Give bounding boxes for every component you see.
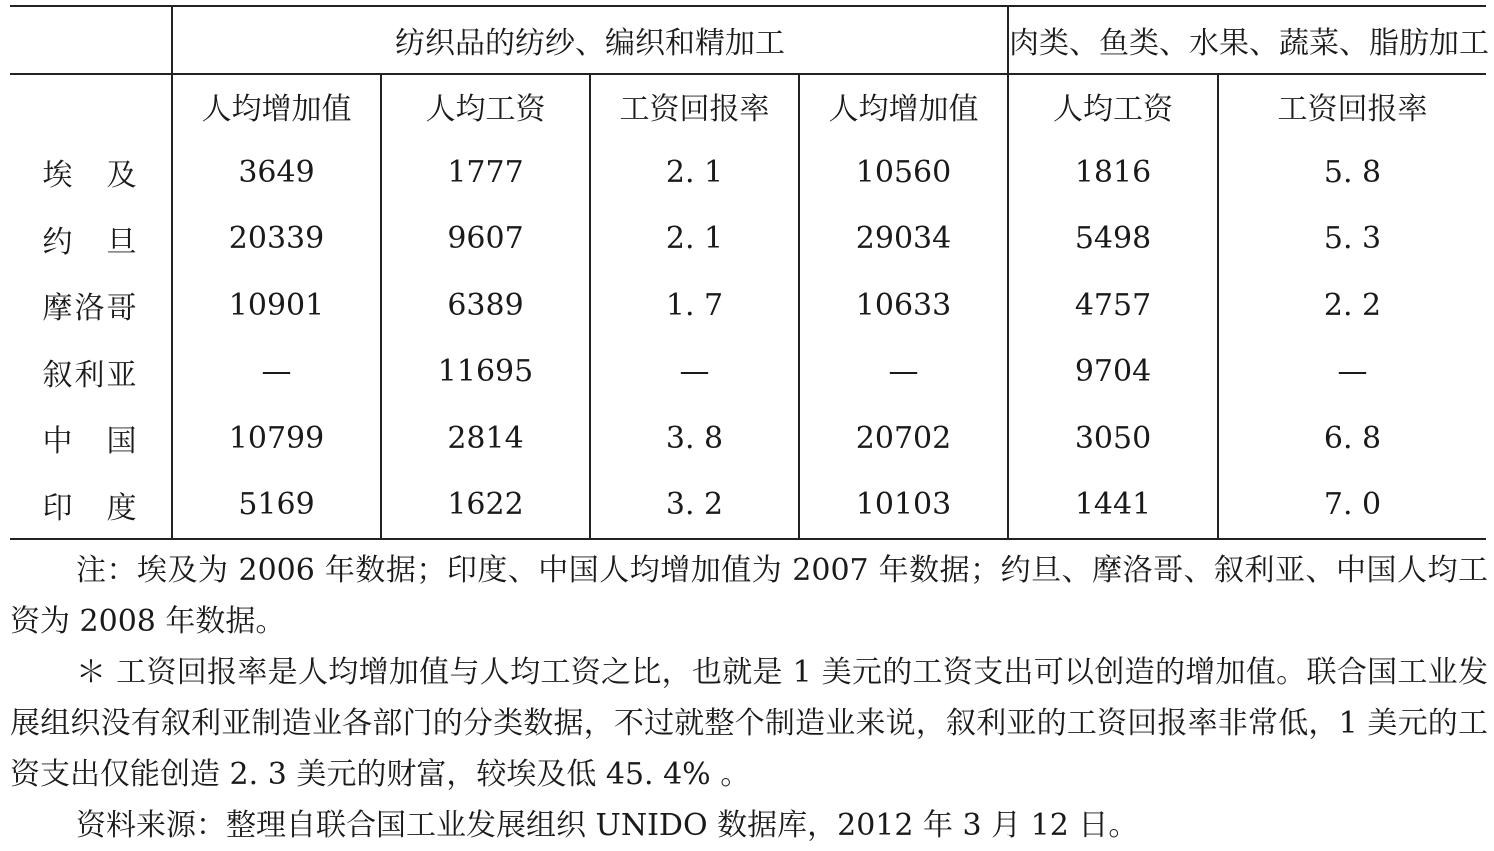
table-cell: 7. 0 [1218,472,1486,540]
table-cell: 5. 3 [1218,206,1486,273]
table-row [10,339,1486,406]
table-cell: 10901 [172,272,381,339]
table-cell: — [1218,339,1486,406]
table-cell: 6389 [381,272,590,339]
table-row [10,206,1486,273]
table-cell: 10560 [799,139,1008,206]
row-country: 中 国 [42,424,139,460]
table-cell: 11695 [381,339,590,406]
table-cell: 1. 7 [590,272,799,339]
source-note: 资料来源：整理自联合国工业发展组织 UNIDO 数据库，2012 年 3 月 12 日。 [76,808,1139,843]
table-row [10,405,1486,472]
column-header: 人均增加值 [799,73,1008,139]
table-row [10,139,1486,206]
table-cell: 3. 2 [590,472,799,540]
table-cell: 20702 [799,405,1008,472]
table-cell: 3649 [172,139,381,206]
group-header-row [10,6,1486,74]
column-header: 人均增加值 [172,73,381,139]
column-header: 人均工资 [1008,73,1218,139]
group-header-textile: 纺织品的纺纱、编织和精加工 [172,6,1008,74]
table-cell: 20339 [172,206,381,273]
row-country: 叙利亚 [42,357,139,393]
notes-section [10,545,1488,851]
table-cell: 4757 [1008,272,1218,339]
note-paragraph: ＊ 工资回报率是人均增加值与人均工资之比，也就是 1 美元的工资支出可以创造的增加值。联合国工业发展组织没有叙利亚制造业各部门的分类数据，不过就整个制造业来说，叙利亚的工资回报率非常低，1 美元的工资支出仅能创造 2. 3 美元的财富，较埃及低 45. 4% 。 [10,655,1488,792]
table-cell: 1441 [1008,472,1218,540]
column-header: 工资回报率 [590,73,799,139]
table-cell: 10103 [799,472,1008,540]
table-cell: 9704 [1008,339,1218,406]
corner-cell [10,6,172,74]
row-country: 印 度 [10,472,172,540]
table-cell: 5169 [172,472,381,540]
table-cell: 1816 [1008,139,1218,206]
column-header: 工资回报率 [1218,73,1486,139]
table-cell: 2814 [381,405,590,472]
data-table-body [10,73,1486,540]
table-cell: 10633 [799,272,1008,339]
table-row [10,272,1486,339]
table-cell: 2. 2 [1218,272,1486,339]
table-cell: 29034 [799,206,1008,273]
data-table [10,5,1490,75]
column-header: 人均工资 [381,73,590,139]
table-cell: — [590,339,799,406]
table-cell: 1777 [381,139,590,206]
row-country: 摩洛哥 [42,291,139,327]
table-cell: 9607 [381,206,590,273]
table-cell: 2. 1 [590,139,799,206]
table-cell: 5. 8 [1218,139,1486,206]
table-cell: — [172,339,381,406]
row-country: 埃 及 [42,158,139,194]
table-cell: 5498 [1008,206,1218,273]
column-header-row [10,73,1486,139]
table-cell: 10799 [172,405,381,472]
table-cell: 3050 [1008,405,1218,472]
corner-cell-2 [10,73,172,139]
note-paragraph: 注：埃及为 2006 年数据；印度、中国人均增加值为 2007 年数据；约旦、摩洛哥、叙利亚、中国人均工资为 2008 年数据。 [10,553,1488,639]
group-header-food: 肉类、鱼类、水果、蔬菜、脂肪加工 [1008,6,1486,74]
row-country: 约 旦 [42,224,139,260]
table-cell: 1622 [381,472,590,540]
table-cell: 3. 8 [590,405,799,472]
table-cell: 6. 8 [1218,405,1486,472]
table-cell: — [799,339,1008,406]
table-row [10,472,1486,540]
table-cell: 2. 1 [590,206,799,273]
